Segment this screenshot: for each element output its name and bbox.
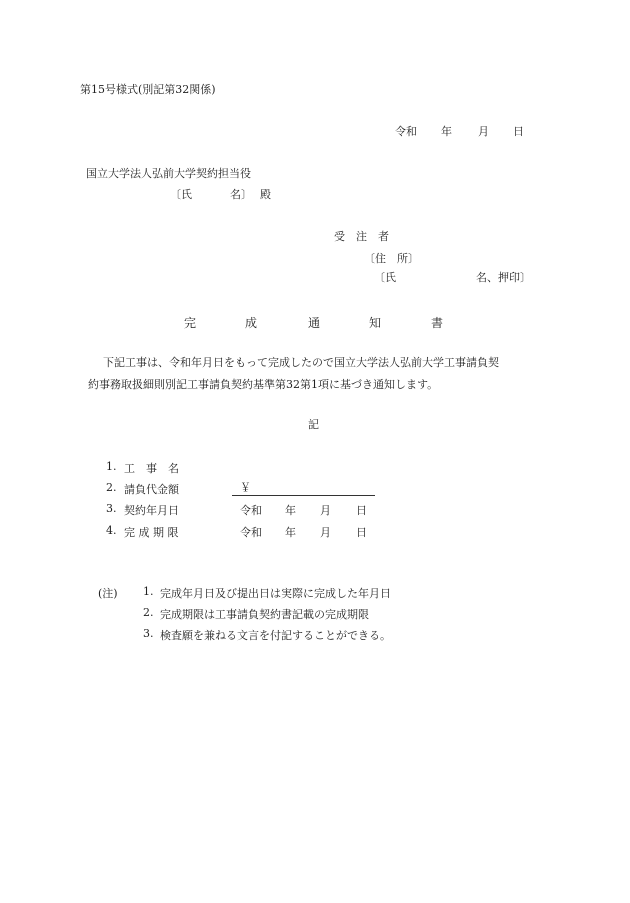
contractor-name-open: 〔氏 xyxy=(374,271,396,284)
item-3-num: 3. xyxy=(106,502,117,515)
addressee-honorific: 殿 xyxy=(260,188,271,201)
date-year: 年 xyxy=(441,125,452,138)
item-4-day: 日 xyxy=(356,526,367,539)
item-4-year: 年 xyxy=(285,526,296,539)
body-line-1: 下記工事は、令和年月日をもって完成したので国立大学法人弘前大学工事請負契 xyxy=(103,356,499,369)
item-2-label: 請負代金額 xyxy=(124,483,179,496)
item-3-era: 令和 xyxy=(240,504,262,517)
form-number: 第15号様式(別記第32関係) xyxy=(80,83,216,96)
doc-title-char-3: 通 xyxy=(308,316,321,330)
note-3-num: 3. xyxy=(143,627,154,640)
date-month: 月 xyxy=(478,125,489,138)
item-3-day: 日 xyxy=(356,504,367,517)
item-2-yen: ￥ xyxy=(240,481,251,494)
body-line-2: 約事務取扱細則別記工事請負契約基準第32第1項に基づき通知します。 xyxy=(88,378,439,391)
date-era: 令和 xyxy=(395,125,417,138)
contractor-name-close: 名、押印〕 xyxy=(476,271,531,284)
item-3-year: 年 xyxy=(285,504,296,517)
note-1-text: 完成年月日及び提出日は実際に完成した年月日 xyxy=(160,587,391,600)
item-1-num: 1. xyxy=(106,460,117,473)
amount-underline xyxy=(232,495,375,496)
addressee-name-close: 名〕 xyxy=(230,188,252,201)
contractor-address-label: 〔住 所〕 xyxy=(364,252,419,265)
doc-title-char-1: 完 xyxy=(184,316,197,330)
item-4-num: 4. xyxy=(106,524,117,537)
item-3-month: 月 xyxy=(320,504,331,517)
date-day: 日 xyxy=(513,125,524,138)
item-4-month: 月 xyxy=(320,526,331,539)
doc-title-char-4: 知 xyxy=(369,316,382,330)
addressee-name-open: 〔氏 xyxy=(170,188,192,201)
doc-title-char-2: 成 xyxy=(245,316,258,330)
contractor-title: 受 注 者 xyxy=(334,230,389,243)
addressee-org: 国立大学法人弘前大学契約担当役 xyxy=(86,167,251,180)
item-3-label: 契約年月日 xyxy=(124,504,179,517)
doc-title-char-5: 書 xyxy=(431,316,444,330)
ki-heading: 記 xyxy=(308,418,319,431)
note-2-num: 2. xyxy=(143,606,154,619)
note-3-text: 検査願を兼ねる文言を付記することができる。 xyxy=(160,629,391,642)
note-1-num: 1. xyxy=(143,585,154,598)
item-2-num: 2. xyxy=(106,481,117,494)
note-2-text: 完成期限は工事請負契約書記載の完成期限 xyxy=(160,608,369,621)
item-4-label: 完 成 期 限 xyxy=(124,526,179,539)
notes-prefix: (注) xyxy=(98,587,118,600)
item-1-label: 工 事 名 xyxy=(124,462,179,475)
item-4-era: 令和 xyxy=(240,526,262,539)
